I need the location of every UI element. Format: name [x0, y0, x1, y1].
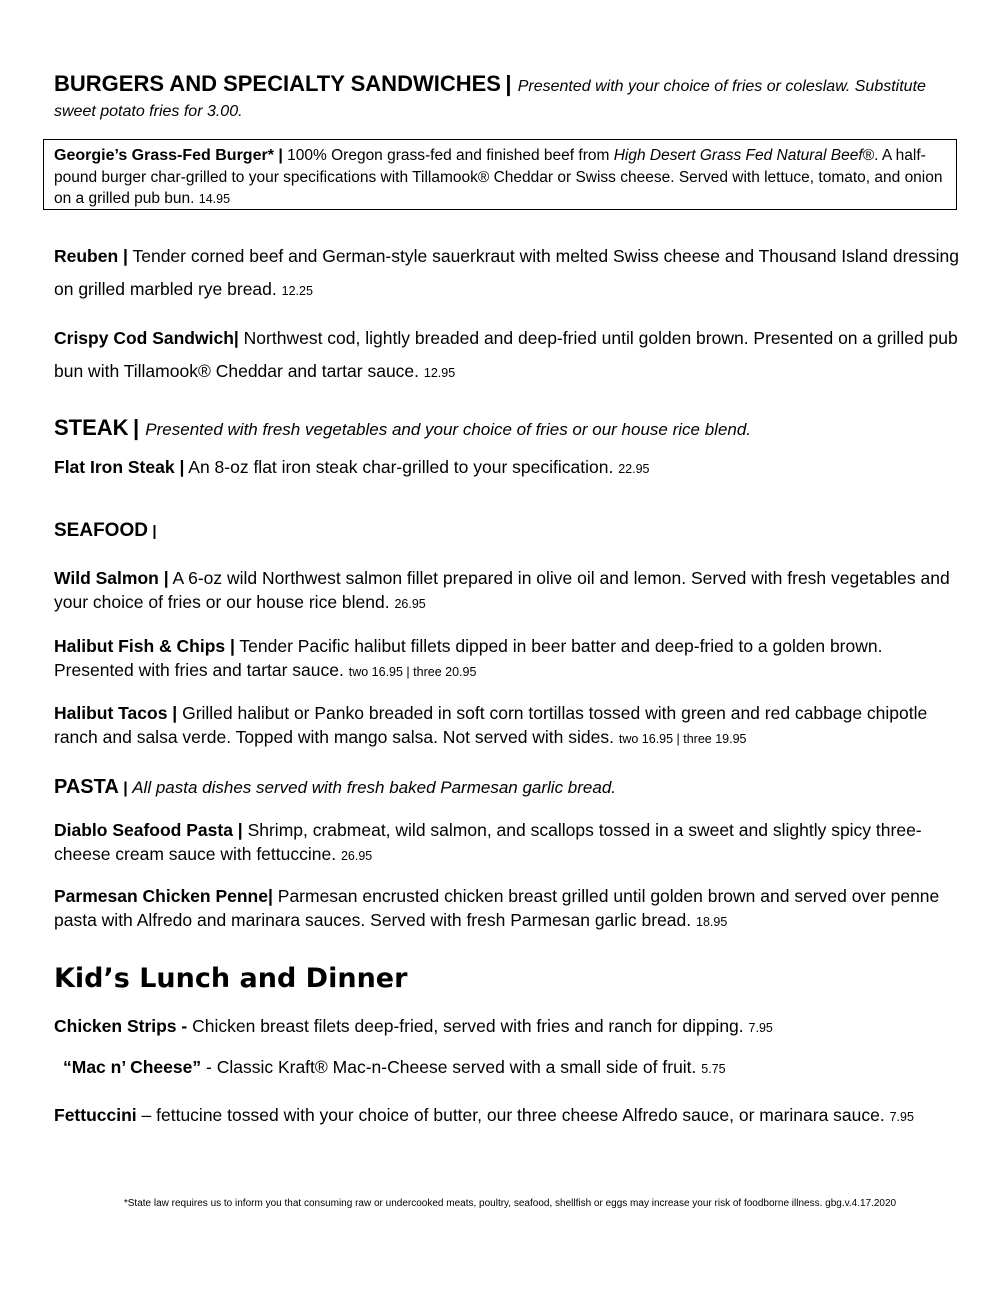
item-price: 7.95	[889, 1110, 914, 1124]
item-description: An 8-oz flat iron steak char-grilled to your specification.	[188, 457, 614, 477]
item-description: 100% Oregon grass-fed and finished beef from	[287, 147, 614, 164]
burgers-title: BURGERS AND SPECIALTY SANDWICHES	[54, 71, 501, 96]
featured-burger-box	[43, 139, 957, 210]
menu-item-mac-cheese	[63, 1055, 968, 1081]
item-name: Wild Salmon |	[54, 568, 169, 588]
pasta-title: PASTA	[54, 776, 119, 798]
menu-item-parmesan-penne	[54, 884, 959, 934]
beef-brand: High Desert Grass Fed Natural Beef®	[613, 147, 875, 164]
burgers-section-header: BURGERS AND SPECIALTY SANDWICHES | Presented with your choice of fries or coleslaw. Substitute sweet potato fries for 3.00.	[54, 71, 926, 120]
steak-title: STEAK	[54, 415, 129, 440]
item-description: A 6-oz wild Northwest salmon fillet prepared in olive oil and lemon. Served with fresh vegetables and your choice of fries or our house rice blend.	[54, 568, 950, 612]
item-description: Tender Pacific halibut fillets dipped in beer batter and deep-fried to a golden brown. Presented with fries and tartar sauce.	[54, 636, 883, 680]
item-name: Parmesan Chicken Penne|	[54, 886, 273, 906]
seafood-section-header: SEAFOOD |	[54, 520, 157, 541]
item-price: 26.95	[394, 597, 426, 611]
menu-item-reuben	[54, 240, 959, 308]
menu-item-chicken-strips	[54, 1014, 959, 1040]
item-price: 5.75	[701, 1062, 726, 1076]
item-name: Georgie’s Grass-Fed Burger* |	[54, 147, 283, 164]
item-description: Chicken breast filets deep-fried, served with fries and ranch for dipping.	[192, 1016, 744, 1036]
item-price: 26.95	[340, 849, 373, 863]
menu-item-halibut-fish-chips	[54, 634, 959, 684]
pasta-section-header: PASTA | All pasta dishes served with fresh baked Parmesan garlic bread.	[54, 776, 617, 798]
item-description: – fettucine tossed with your choice of butter, our three cheese Alfredo sauce, or marinara sauce.	[141, 1105, 885, 1125]
item-price: 22.95	[618, 462, 650, 476]
item-description: Shrimp, crabmeat, wild salmon, and scallops tossed in a sweet and slightly spicy three-cheese cream sauce with fettuccine.	[54, 820, 922, 864]
item-name: “Mac n’ Cheese”	[63, 1057, 202, 1077]
item-price: two 16.95 | three 20.95	[348, 665, 477, 679]
kids-title: Kid’s Lunch and Dinner	[54, 963, 408, 994]
item-name: Halibut Fish & Chips |	[54, 636, 235, 656]
item-price: 12.95	[423, 366, 456, 380]
item-price: 18.95	[696, 915, 728, 929]
item-description: Northwest cod, lightly breaded and deep-fried until golden brown. Presented on a grilled pub bun with Tillamook® Cheddar and tartar sauce.	[54, 328, 958, 381]
item-price: 7.95	[748, 1021, 773, 1035]
item-description: Grilled halibut or Panko breaded in soft corn tortillas tossed with green and red cabbage chipotle ranch and salsa verde. Topped with mango salsa. Not served with sides.	[54, 703, 928, 747]
item-description: Tender corned beef and German-style sauerkraut with melted Swiss cheese and Thousand Island dressing on grilled marbled rye bread.	[54, 246, 960, 299]
steak-note: Presented with fresh vegetables and your choice of fries or our house rice blend.	[145, 420, 752, 439]
item-name: Crispy Cod Sandwich|	[54, 328, 239, 348]
menu-item-flat-iron	[54, 455, 959, 481]
item-name: Diablo Seafood Pasta |	[54, 820, 243, 840]
item-price: 14.95	[198, 192, 231, 206]
item-name: Chicken Strips -	[54, 1016, 188, 1036]
menu-item-fettuccini	[54, 1103, 974, 1129]
item-name: Halibut Tacos |	[54, 703, 178, 723]
steak-section-header: STEAK | Presented with fresh vegetables and your choice of fries or our house rice blend.	[54, 415, 752, 440]
menu-item-wild-salmon	[54, 566, 959, 616]
item-name: Fettuccini	[54, 1105, 137, 1125]
item-name: Flat Iron Steak |	[54, 457, 185, 477]
pasta-note: All pasta dishes served with fresh baked Parmesan garlic bread.	[132, 778, 617, 797]
seafood-title: SEAFOOD	[54, 520, 148, 541]
item-price: 12.25	[281, 284, 313, 298]
burgers-note: Presented with your choice of fries or coleslaw. Substitute sweet potato fries for 3.00.	[54, 78, 926, 120]
menu-item-halibut-tacos	[54, 701, 959, 751]
footnote: *State law requires us to inform you that consuming raw or undercooked meats, poultry, seafood, shellfish or eggs may increase your risk of foodborne illness. gbg.v.4.17.2020	[123, 1198, 897, 1209]
item-price: two 16.95 | three 19.95	[618, 732, 747, 746]
menu-item-diablo-pasta	[54, 818, 959, 868]
item-name: Reuben |	[54, 246, 128, 266]
item-description: Parmesan encrusted chicken breast grilled until golden brown and served over penne pasta with Alfredo and marinara sauces. Served with fresh Parmesan garlic bread.	[54, 886, 940, 930]
item-description-cont: . A half-pound burger char-grilled to your specifications with Tillamook® Cheddar or Swiss cheese. Served with lettuce, tomato, and onion on a grilled pub bun.	[54, 147, 943, 207]
item-description: - Classic Kraft® Mac-n-Cheese served with a small side of fruit.	[206, 1057, 697, 1077]
menu-item-crispy-cod	[54, 322, 959, 390]
